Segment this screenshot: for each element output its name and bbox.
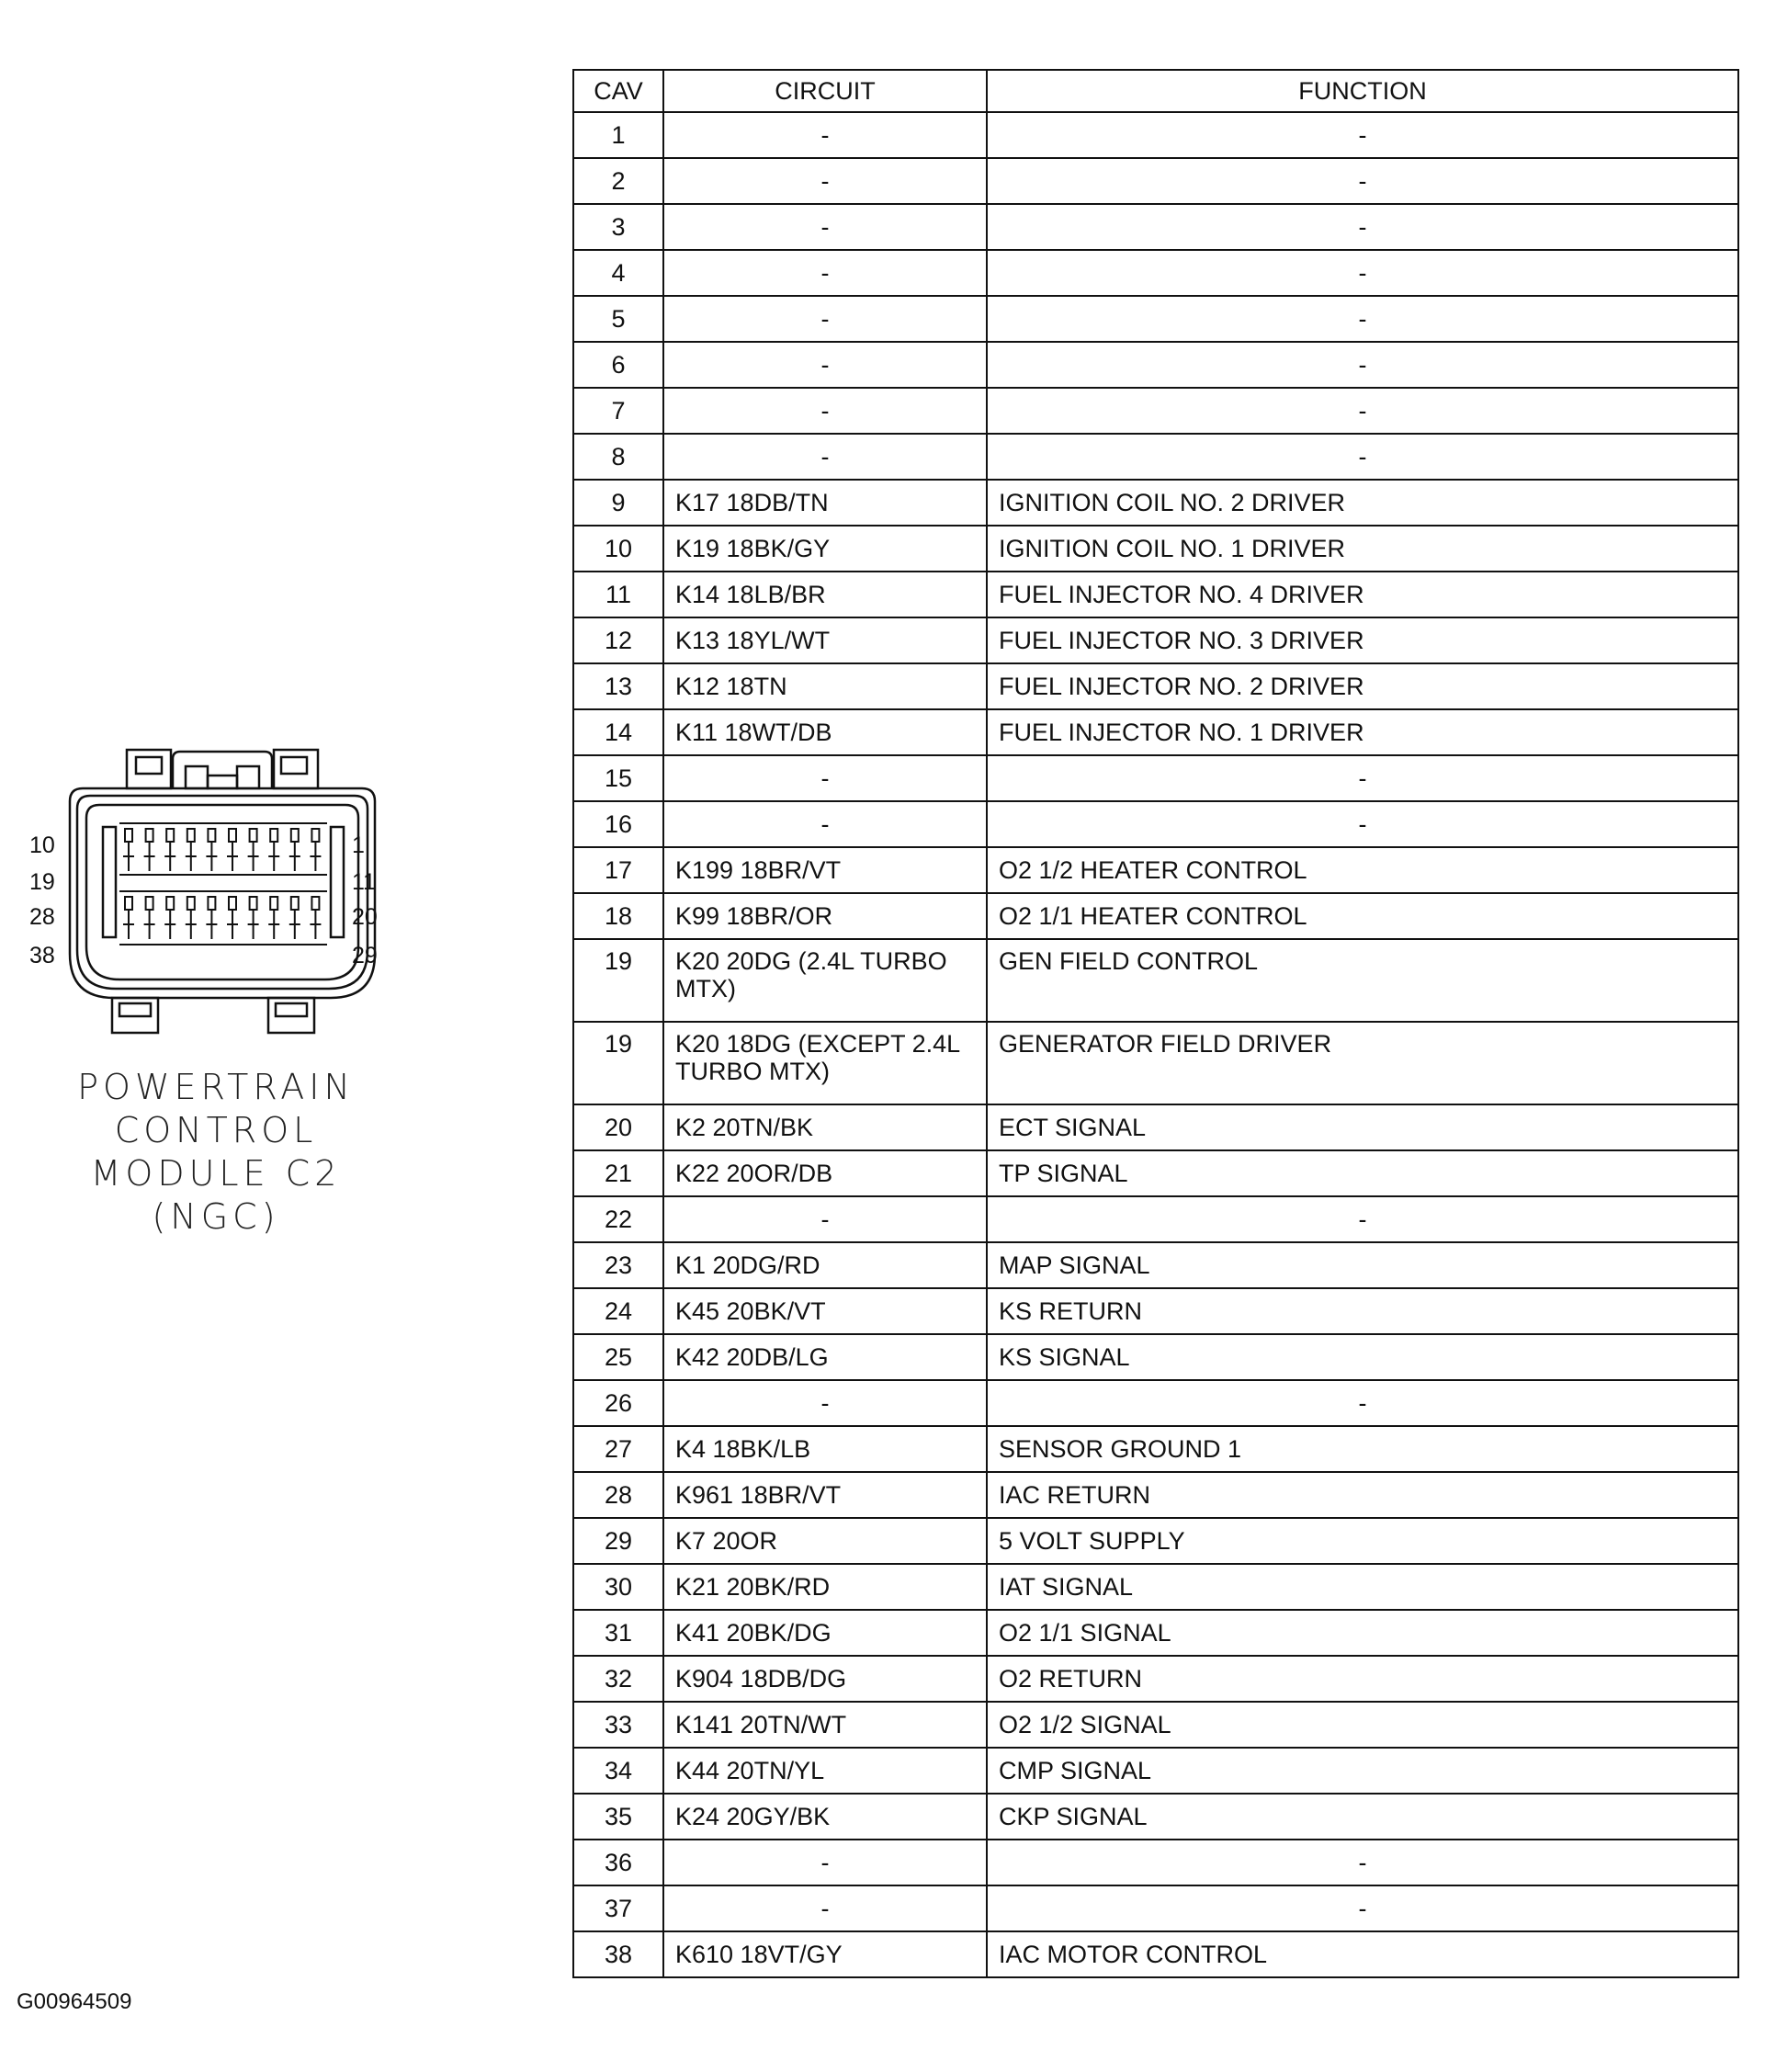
circuit-cell: K41 20BK/DG (663, 1610, 987, 1656)
circuit-cell: - (663, 204, 987, 250)
function-cell: GENERATOR FIELD DRIVER (987, 1022, 1738, 1104)
function-cell: IGNITION COIL NO. 2 DRIVER (987, 480, 1738, 526)
cav-cell: 27 (573, 1426, 663, 1472)
pin-label-38: 38 (29, 943, 55, 968)
table-row (573, 112, 1738, 158)
cav-cell: 19 (573, 1022, 663, 1104)
table-row (573, 1334, 1738, 1380)
function-cell: - (987, 1196, 1738, 1242)
cav-cell: 31 (573, 1610, 663, 1656)
table-row (573, 939, 1738, 1022)
cav-cell: 32 (573, 1656, 663, 1702)
cav-cell: 6 (573, 342, 663, 388)
connector-pin (187, 829, 195, 842)
pin-label-29: 29 (352, 943, 378, 968)
table-row (573, 1885, 1738, 1931)
cav-cell: 36 (573, 1840, 663, 1885)
cav-cell: 7 (573, 388, 663, 434)
table-row (573, 296, 1738, 342)
connector-pin (208, 829, 215, 842)
circuit-cell: - (663, 342, 987, 388)
circuit-cell: - (663, 1885, 987, 1931)
circuit-cell: K12 18TN (663, 663, 987, 709)
caption-line: MODULE C2 (90, 1153, 342, 1194)
connector-pin (229, 897, 236, 910)
connector-pin (250, 829, 257, 842)
function-cell: KS SIGNAL (987, 1334, 1738, 1380)
function-cell: MAP SIGNAL (987, 1242, 1738, 1288)
table-row (573, 1472, 1738, 1518)
circuit-cell: K22 20OR/DB (663, 1150, 987, 1196)
circuit-cell: K17 18DB/TN (663, 480, 987, 526)
table-row (573, 1196, 1738, 1242)
cav-cell: 29 (573, 1518, 663, 1564)
function-cell: - (987, 755, 1738, 801)
caption-line: (NGC) (152, 1196, 280, 1237)
cav-cell: 4 (573, 250, 663, 296)
circuit-cell: - (663, 250, 987, 296)
table-row (573, 388, 1738, 434)
connector-pin (208, 897, 215, 910)
circuit-cell: K141 20TN/WT (663, 1702, 987, 1748)
header-function: FUNCTION (987, 70, 1738, 112)
connector-pin (125, 829, 132, 842)
cav-cell: 21 (573, 1150, 663, 1196)
function-cell: O2 1/2 HEATER CONTROL (987, 847, 1738, 893)
connector-pin (166, 897, 174, 910)
cav-cell: 19 (573, 939, 663, 1022)
table-row (573, 1794, 1738, 1840)
cav-cell: 16 (573, 801, 663, 847)
cav-cell: 8 (573, 434, 663, 480)
table-row (573, 893, 1738, 939)
connector-pin (187, 897, 195, 910)
connector-pin (311, 829, 319, 842)
function-cell: SENSOR GROUND 1 (987, 1426, 1738, 1472)
circuit-cell: K44 20TN/YL (663, 1748, 987, 1794)
cav-cell: 24 (573, 1288, 663, 1334)
table-row (573, 1380, 1738, 1426)
table-row (573, 1656, 1738, 1702)
function-cell: - (987, 1885, 1738, 1931)
header-circuit: CIRCUIT (663, 70, 987, 112)
circuit-cell: K11 18WT/DB (663, 709, 987, 755)
function-cell: O2 1/2 SIGNAL (987, 1702, 1738, 1748)
table-row (573, 801, 1738, 847)
figure-id: G00964509 (17, 1989, 132, 2014)
cav-cell: 37 (573, 1885, 663, 1931)
cav-cell: 9 (573, 480, 663, 526)
function-cell: - (987, 296, 1738, 342)
header-cav: CAV (573, 70, 663, 112)
circuit-cell: - (663, 801, 987, 847)
connector-pin (166, 829, 174, 842)
circuit-cell: K2 20TN/BK (663, 1104, 987, 1150)
table-header-row (573, 70, 1738, 112)
circuit-cell: K45 20BK/VT (663, 1288, 987, 1334)
connector-pin (146, 897, 153, 910)
circuit-cell: - (663, 112, 987, 158)
function-cell: IGNITION COIL NO. 1 DRIVER (987, 526, 1738, 572)
circuit-cell: - (663, 1196, 987, 1242)
function-cell: CKP SIGNAL (987, 1794, 1738, 1840)
cav-cell: 12 (573, 617, 663, 663)
pin-label-1: 1 (352, 832, 365, 858)
function-cell: O2 1/1 HEATER CONTROL (987, 893, 1738, 939)
connector-pin (291, 897, 299, 910)
table-row (573, 755, 1738, 801)
connector-pin (311, 897, 319, 910)
table-row (573, 342, 1738, 388)
function-cell: - (987, 801, 1738, 847)
table-row (573, 480, 1738, 526)
connector-pin (291, 829, 299, 842)
function-cell: 5 VOLT SUPPLY (987, 1518, 1738, 1564)
function-cell: KS RETURN (987, 1288, 1738, 1334)
function-cell: - (987, 434, 1738, 480)
table-row (573, 434, 1738, 480)
cav-cell: 33 (573, 1702, 663, 1748)
cav-cell: 23 (573, 1242, 663, 1288)
circuit-cell: K42 20DB/LG (663, 1334, 987, 1380)
circuit-cell: - (663, 1840, 987, 1885)
table-row (573, 617, 1738, 663)
pin-label-28: 28 (29, 904, 55, 930)
cav-cell: 34 (573, 1748, 663, 1794)
circuit-cell: K24 20GY/BK (663, 1794, 987, 1840)
table-row (573, 1931, 1738, 1977)
function-cell: O2 RETURN (987, 1656, 1738, 1702)
function-cell: FUEL INJECTOR NO. 3 DRIVER (987, 617, 1738, 663)
function-cell: - (987, 250, 1738, 296)
circuit-cell: K99 18BR/OR (663, 893, 987, 939)
cav-cell: 3 (573, 204, 663, 250)
function-cell: FUEL INJECTOR NO. 2 DRIVER (987, 663, 1738, 709)
table-row (573, 158, 1738, 204)
table-row (573, 1610, 1738, 1656)
cav-cell: 30 (573, 1564, 663, 1610)
function-cell: FUEL INJECTOR NO. 4 DRIVER (987, 572, 1738, 617)
connector-pin (229, 829, 236, 842)
cav-cell: 5 (573, 296, 663, 342)
circuit-cell: - (663, 296, 987, 342)
function-cell: - (987, 388, 1738, 434)
circuit-cell: - (663, 388, 987, 434)
connector-pin (270, 897, 277, 910)
circuit-cell: K20 18DG (EXCEPT 2.4L TURBO MTX) (663, 1022, 987, 1104)
cav-cell: 35 (573, 1794, 663, 1840)
table-row (573, 1518, 1738, 1564)
circuit-cell: K14 18LB/BR (663, 572, 987, 617)
connector-pin (270, 829, 277, 842)
cav-cell: 10 (573, 526, 663, 572)
table-row (573, 1564, 1738, 1610)
table-row (573, 1104, 1738, 1150)
function-cell: GEN FIELD CONTROL (987, 939, 1738, 1022)
function-cell: FUEL INJECTOR NO. 1 DRIVER (987, 709, 1738, 755)
caption-line: CONTROL (114, 1110, 318, 1150)
connector-diagram (28, 744, 386, 1047)
circuit-cell: - (663, 755, 987, 801)
function-cell: IAC MOTOR CONTROL (987, 1931, 1738, 1977)
cav-cell: 14 (573, 709, 663, 755)
cav-cell: 38 (573, 1931, 663, 1977)
cav-cell: 17 (573, 847, 663, 893)
table-row (573, 1702, 1738, 1748)
circuit-cell: K7 20OR (663, 1518, 987, 1564)
cav-cell: 28 (573, 1472, 663, 1518)
table-row (573, 572, 1738, 617)
connector-caption (37, 1066, 395, 1239)
function-cell: ECT SIGNAL (987, 1104, 1738, 1150)
table-row (573, 1150, 1738, 1196)
pin-label-11: 11 (352, 869, 376, 895)
circuit-cell: K20 20DG (2.4L TURBO MTX) (663, 939, 987, 1022)
table-row (573, 1748, 1738, 1794)
function-cell: - (987, 342, 1738, 388)
cav-cell: 18 (573, 893, 663, 939)
table-row (573, 709, 1738, 755)
circuit-cell: K13 18YL/WT (663, 617, 987, 663)
function-cell: TP SIGNAL (987, 1150, 1738, 1196)
cav-cell: 22 (573, 1196, 663, 1242)
circuit-cell: K1 20DG/RD (663, 1242, 987, 1288)
table-row (573, 1242, 1738, 1288)
function-cell: - (987, 1840, 1738, 1885)
circuit-cell: K4 18BK/LB (663, 1426, 987, 1472)
connector-drawing (28, 744, 386, 1047)
cav-cell: 26 (573, 1380, 663, 1426)
pinout-table-body (573, 112, 1738, 1977)
circuit-cell: - (663, 434, 987, 480)
circuit-cell: K21 20BK/RD (663, 1564, 987, 1610)
connector-pin (125, 897, 132, 910)
pin-label-10: 10 (29, 832, 55, 858)
circuit-cell: K610 18VT/GY (663, 1931, 987, 1977)
table-row (573, 1426, 1738, 1472)
cav-cell: 1 (573, 112, 663, 158)
caption-line: POWERTRAIN (77, 1067, 355, 1107)
function-cell: - (987, 158, 1738, 204)
cav-cell: 2 (573, 158, 663, 204)
table-row (573, 204, 1738, 250)
pinout-table (572, 69, 1739, 1978)
pin-label-20: 20 (352, 904, 378, 930)
cav-cell: 15 (573, 755, 663, 801)
table-row (573, 663, 1738, 709)
circuit-cell: K904 18DB/DG (663, 1656, 987, 1702)
cav-cell: 25 (573, 1334, 663, 1380)
circuit-cell: - (663, 158, 987, 204)
table-row (573, 250, 1738, 296)
table-row (573, 526, 1738, 572)
cav-cell: 13 (573, 663, 663, 709)
function-cell: - (987, 204, 1738, 250)
connector-pin (250, 897, 257, 910)
circuit-cell: K961 18BR/VT (663, 1472, 987, 1518)
table-row (573, 1288, 1738, 1334)
function-cell: IAC RETURN (987, 1472, 1738, 1518)
function-cell: - (987, 112, 1738, 158)
cav-cell: 20 (573, 1104, 663, 1150)
table-row (573, 1840, 1738, 1885)
function-cell: O2 1/1 SIGNAL (987, 1610, 1738, 1656)
circuit-cell: K19 18BK/GY (663, 526, 987, 572)
table-row (573, 847, 1738, 893)
function-cell: CMP SIGNAL (987, 1748, 1738, 1794)
table-row (573, 1022, 1738, 1104)
function-cell: IAT SIGNAL (987, 1564, 1738, 1610)
function-cell: - (987, 1380, 1738, 1426)
circuit-cell: - (663, 1380, 987, 1426)
circuit-cell: K199 18BR/VT (663, 847, 987, 893)
cav-cell: 11 (573, 572, 663, 617)
pin-label-19: 19 (29, 869, 55, 895)
connector-pin (146, 829, 153, 842)
